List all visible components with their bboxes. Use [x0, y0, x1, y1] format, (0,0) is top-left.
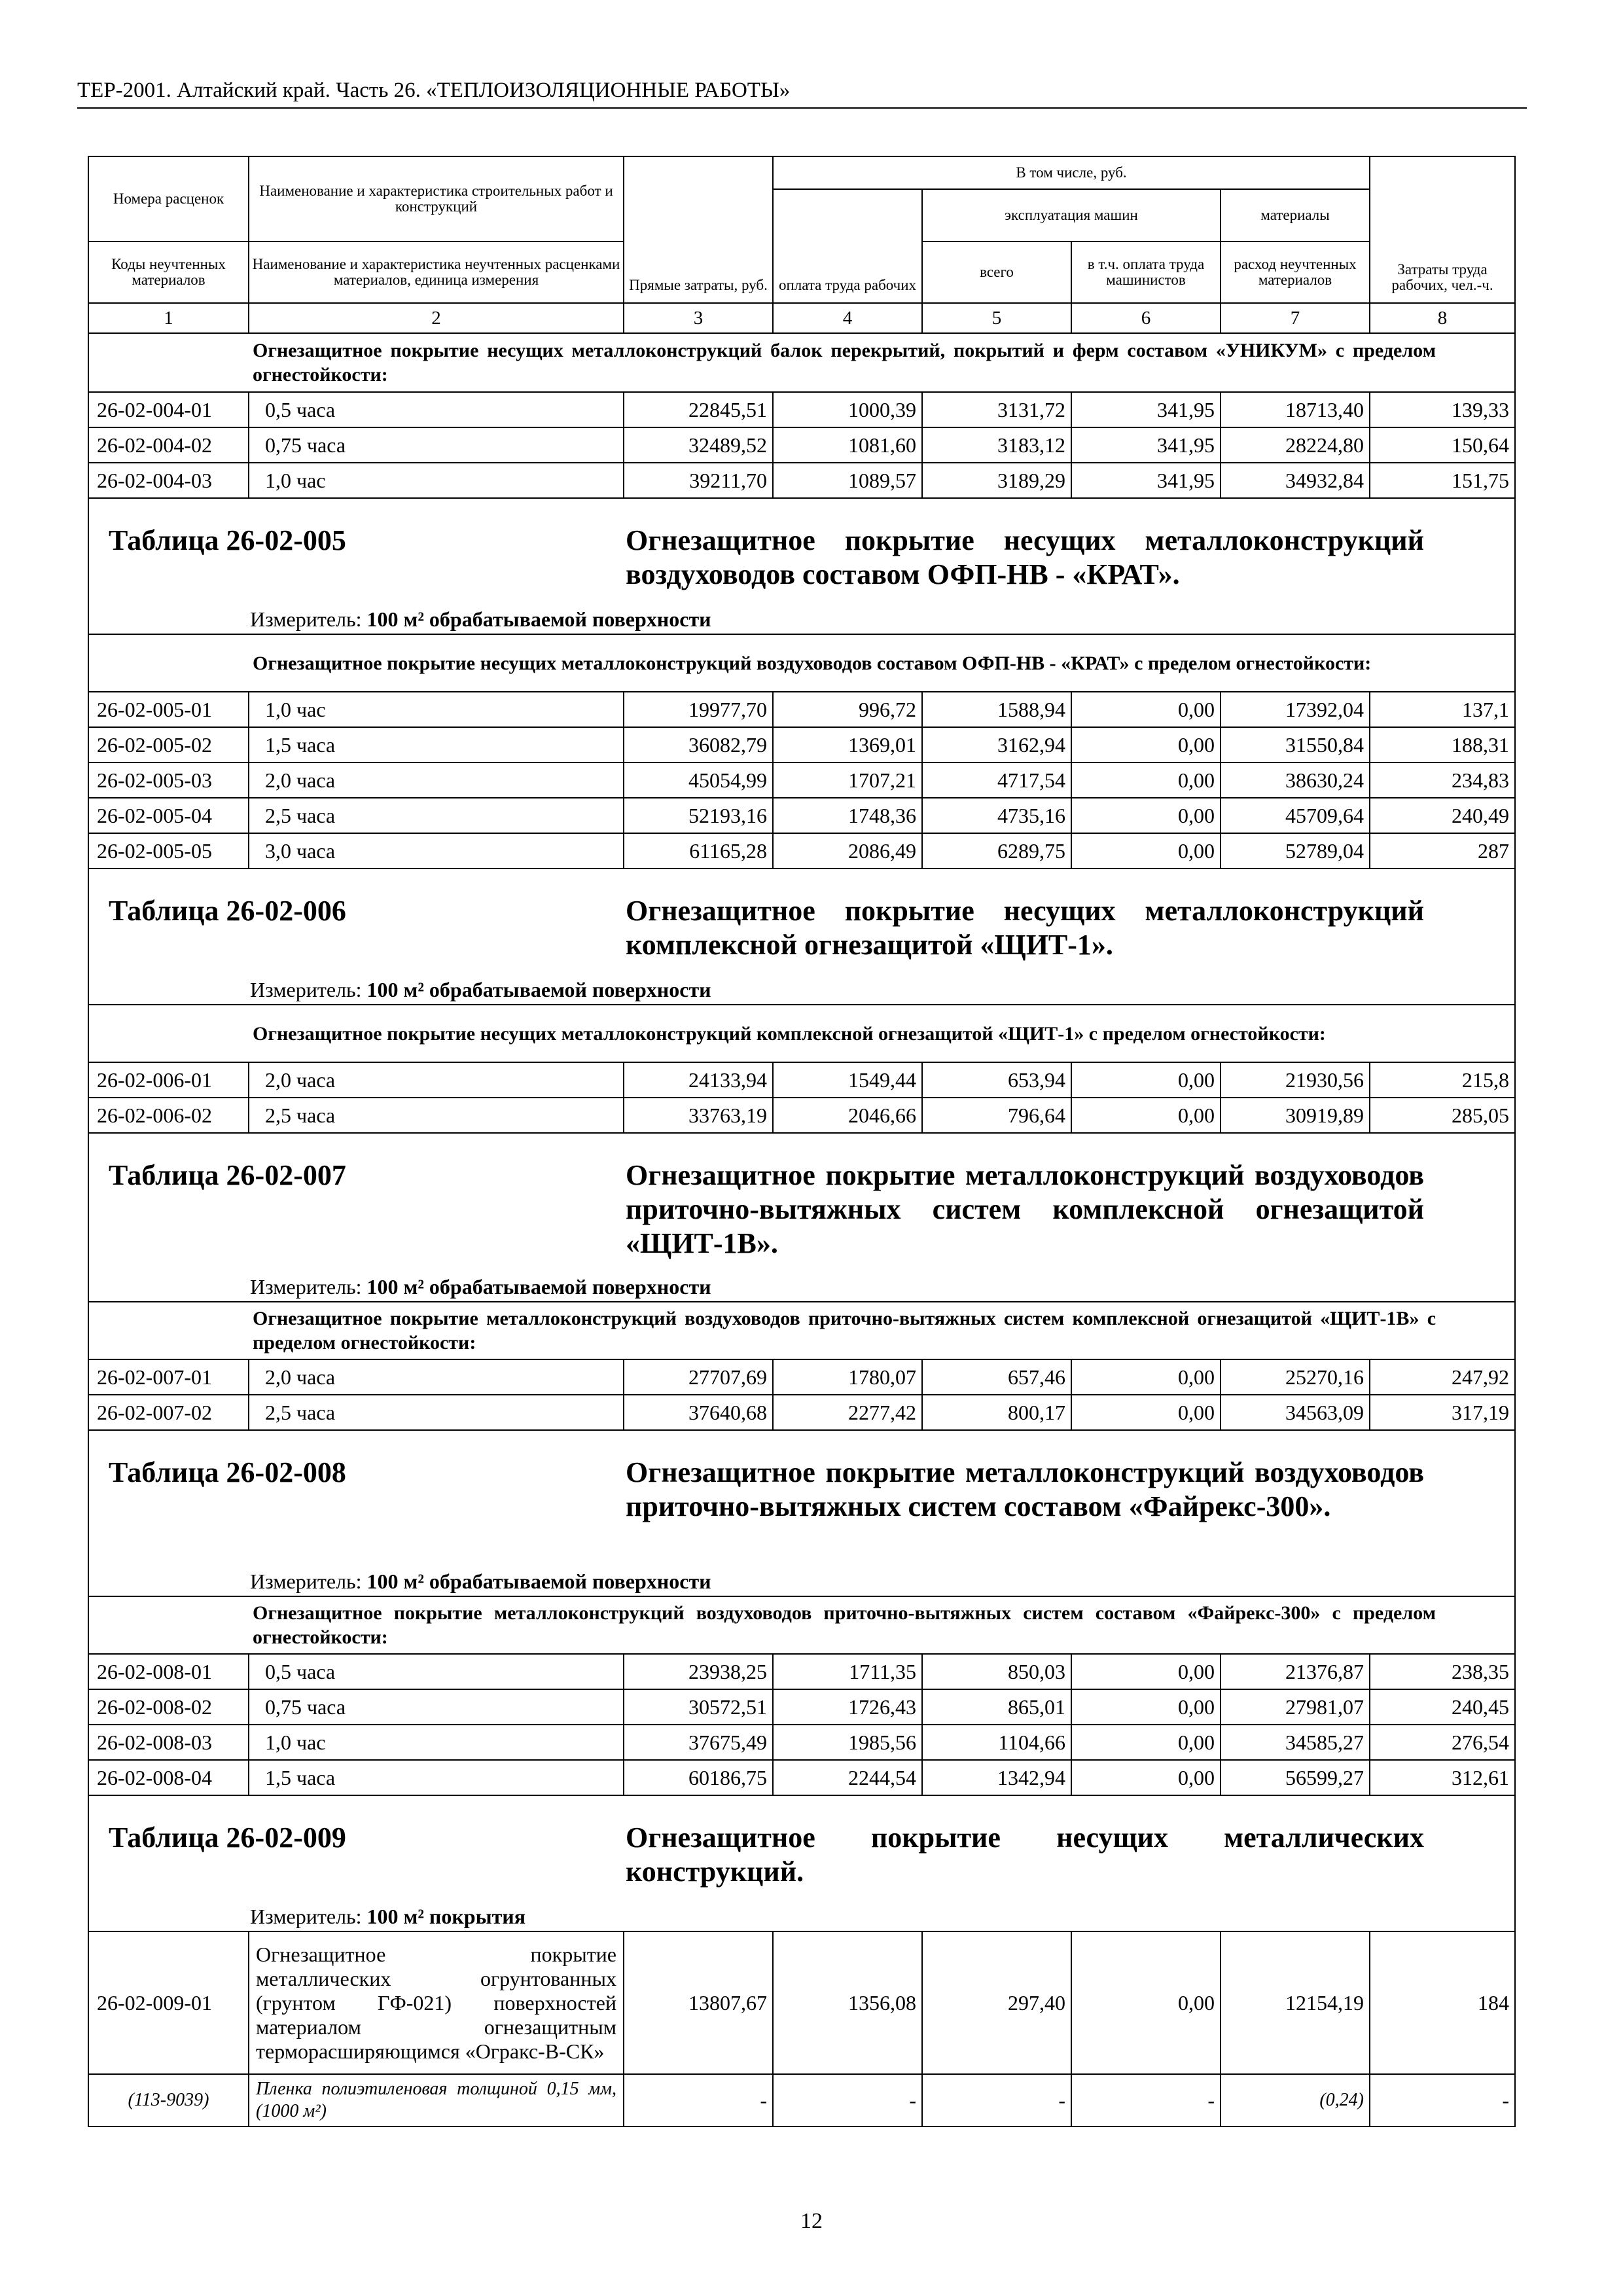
col-header-mat-name: Наименование и характеристика неучтенных расценками материалов, единица измерения — [249, 242, 624, 303]
machinists-pay: 341,95 — [1071, 427, 1221, 463]
col-number: 7 — [1221, 303, 1370, 333]
machines-total: 800,17 — [922, 1395, 1071, 1430]
labor-hours: - — [1370, 2074, 1515, 2126]
rate-name: 0,5 часа — [249, 1654, 624, 1689]
labor-pay: 1081,60 — [773, 427, 922, 463]
col-header-unaccounted: расход неучтенных материалов — [1221, 242, 1370, 303]
labor-hours: 234,83 — [1370, 762, 1515, 798]
labor-pay: 1356,08 — [773, 1931, 922, 2074]
group-heading: Огнезащитное покрытие металлоконструкций воздуховодов приточно-вытяжных систем комплексной огнезащитой «ЩИТ-1В» с пределом огнестойкости: — [249, 1302, 1515, 1359]
col-header-materials: материалы — [1221, 189, 1370, 242]
labor-pay: 996,72 — [773, 692, 922, 727]
col-header-direct: Прямые затраты, руб. — [624, 156, 773, 303]
machinists-pay: 0,00 — [1071, 762, 1221, 798]
labor-pay: 1748,36 — [773, 798, 922, 833]
direct-cost: 61165,28 — [624, 833, 773, 869]
col-number: 4 — [773, 303, 922, 333]
group-heading: Огнезащитное покрытие несущих металлоконструкций балок перекрытий, покрытий и ферм составом «УНИКУМ» с пределом огнестойкости: — [249, 333, 1515, 392]
materials-cost: 25270,16 — [1221, 1359, 1370, 1395]
labor-pay: 2046,66 — [773, 1098, 922, 1133]
direct-cost: 32489,52 — [624, 427, 773, 463]
materials-cost: 28224,80 — [1221, 427, 1370, 463]
rate-code: 26-02-008-04 — [88, 1760, 249, 1795]
rate-code: 26-02-004-03 — [88, 463, 249, 498]
machines-total: 657,46 — [922, 1359, 1071, 1395]
machinists-pay: 0,00 — [1071, 833, 1221, 869]
col-header-rates-no: Номера расценок — [88, 156, 249, 242]
materials-cost: 31550,84 — [1221, 727, 1370, 762]
machinists-pay: 0,00 — [1071, 1725, 1221, 1760]
running-header: ТЕР-2001. Алтайский край. Часть 26. «ТЕПЛОИЗОЛЯЦИОННЫЕ РАБОТЫ» — [77, 79, 1527, 109]
machinists-pay: 0,00 — [1071, 798, 1221, 833]
measure-label: Измеритель: — [250, 1905, 362, 1928]
machines-total: 653,94 — [922, 1062, 1071, 1098]
rate-name: Огнезащитное покрытие металлических огрунтованных (грунтом ГФ-021) поверхностей материалом огнезащитным терморасширяющимся «Огракс-В-СК» — [249, 1931, 624, 2074]
table-title: Огнезащитное покрытие несущих металлоконструкций воздуховодов составом ОФП-НВ - «КРАТ». — [626, 524, 1424, 590]
rate-code: 26-02-004-01 — [88, 392, 249, 427]
direct-cost: - — [624, 2074, 773, 2126]
labor-pay: 1369,01 — [773, 727, 922, 762]
rate-code: 26-02-006-02 — [88, 1098, 249, 1133]
rate-code: 26-02-008-02 — [88, 1689, 249, 1725]
materials-cost: 56599,27 — [1221, 1760, 1370, 1795]
machines-total: - — [922, 2074, 1071, 2126]
labor-hours: 215,8 — [1370, 1062, 1515, 1098]
labor-pay: 2277,42 — [773, 1395, 922, 1430]
labor-pay: - — [773, 2074, 922, 2126]
machines-total: 3162,94 — [922, 727, 1071, 762]
col-header-machines: эксплуатация машин — [922, 189, 1221, 242]
machinists-pay: 0,00 — [1071, 1098, 1221, 1133]
group-heading: Огнезащитное покрытие металлоконструкций воздуховодов приточно-вытяжных систем составом «Файрекс-300» с пределом огнестойкости: — [249, 1596, 1515, 1654]
materials-cost: 45709,64 — [1221, 798, 1370, 833]
group-heading: Огнезащитное покрытие несущих металлоконструкций комплексной огнезащитой «ЩИТ-1» с пределом огнестойкости: — [249, 1005, 1515, 1062]
rate-name: 1,0 час — [249, 692, 624, 727]
labor-hours: 151,75 — [1370, 463, 1515, 498]
machines-total: 865,01 — [922, 1689, 1071, 1725]
labor-pay: 2244,54 — [773, 1760, 922, 1795]
material-quantity: (0,24) — [1221, 2074, 1370, 2126]
machines-total: 1588,94 — [922, 692, 1071, 727]
measure-value: 100 м² обрабатываемой поверхности — [366, 1275, 711, 1299]
rate-name: 0,75 часа — [249, 427, 624, 463]
rate-code: 26-02-008-03 — [88, 1725, 249, 1760]
rate-code: 26-02-007-02 — [88, 1395, 249, 1430]
rate-name: 2,0 часа — [249, 1359, 624, 1395]
machines-total: 297,40 — [922, 1931, 1071, 2074]
machines-total: 3131,72 — [922, 392, 1071, 427]
page-number: 12 — [800, 2209, 823, 2233]
machines-total: 3189,29 — [922, 463, 1071, 498]
rate-name: 1,5 часа — [249, 1760, 624, 1795]
machinists-pay: 0,00 — [1071, 1654, 1221, 1689]
measure-line — [250, 1905, 526, 1928]
labor-hours: 139,33 — [1370, 392, 1515, 427]
col-number: 6 — [1071, 303, 1221, 333]
direct-cost: 37675,49 — [624, 1725, 773, 1760]
labor-pay: 1726,43 — [773, 1689, 922, 1725]
table-title: Огнезащитное покрытие несущих металлических конструкций. — [626, 1821, 1424, 1888]
col-header-including: В том числе, руб. — [773, 156, 1370, 189]
machinists-pay: 0,00 — [1071, 1359, 1221, 1395]
measure-value: 100 м² покрытия — [366, 1905, 526, 1928]
machines-total: 3183,12 — [922, 427, 1071, 463]
table-section-006 — [88, 869, 1515, 1005]
labor-hours: 240,45 — [1370, 1689, 1515, 1725]
labor-pay: 1780,07 — [773, 1359, 922, 1395]
measure-value: 100 м² обрабатываемой поверхности — [366, 607, 711, 631]
machines-total: 1342,94 — [922, 1760, 1071, 1795]
group-spacer — [88, 634, 249, 692]
table-name: Таблица 26-02-009 — [109, 1821, 346, 1854]
table-name: Таблица 26-02-007 — [109, 1159, 346, 1191]
col-header-labor-costs: Затраты труда рабочих, чел.-ч. — [1370, 156, 1515, 303]
direct-cost: 19977,70 — [624, 692, 773, 727]
materials-cost: 30919,89 — [1221, 1098, 1370, 1133]
direct-cost: 36082,79 — [624, 727, 773, 762]
machines-total: 850,03 — [922, 1654, 1071, 1689]
labor-pay: 1089,57 — [773, 463, 922, 498]
materials-cost: 12154,19 — [1221, 1931, 1370, 2074]
col-number: 1 — [88, 303, 249, 333]
direct-cost: 30572,51 — [624, 1689, 773, 1725]
materials-cost: 34563,09 — [1221, 1395, 1370, 1430]
table-section-009 — [88, 1795, 1515, 1931]
measure-line — [250, 1275, 711, 1299]
machinists-pay: 0,00 — [1071, 727, 1221, 762]
rate-name: 2,5 часа — [249, 1395, 624, 1430]
measure-value: 100 м² обрабатываемой поверхности — [366, 1570, 711, 1593]
table-title: Огнезащитное покрытие металлоконструкций воздуховодов приточно-вытяжных систем комплексной огнезащитой «ЩИТ-1В». — [626, 1159, 1424, 1259]
rate-code: 26-02-006-01 — [88, 1062, 249, 1098]
machinists-pay: 341,95 — [1071, 392, 1221, 427]
machinists-pay: - — [1071, 2074, 1221, 2126]
table-name: Таблица 26-02-005 — [109, 524, 346, 556]
machinists-pay: 0,00 — [1071, 1931, 1221, 2074]
machines-total: 796,64 — [922, 1098, 1071, 1133]
group-spacer — [88, 1005, 249, 1062]
labor-hours: 240,49 — [1370, 798, 1515, 833]
machinists-pay: 0,00 — [1071, 1395, 1221, 1430]
measure-label: Измеритель: — [250, 978, 362, 1001]
measure-label: Измеритель: — [250, 1570, 362, 1593]
labor-hours: 287 — [1370, 833, 1515, 869]
labor-hours: 238,35 — [1370, 1654, 1515, 1689]
labor-hours: 247,92 — [1370, 1359, 1515, 1395]
machinists-pay: 0,00 — [1071, 1062, 1221, 1098]
labor-hours: 285,05 — [1370, 1098, 1515, 1133]
table-section-005 — [88, 498, 1515, 634]
labor-hours: 137,1 — [1370, 692, 1515, 727]
measure-value: 100 м² обрабатываемой поверхности — [366, 978, 711, 1001]
labor-pay: 2086,49 — [773, 833, 922, 869]
labor-hours: 276,54 — [1370, 1725, 1515, 1760]
direct-cost: 24133,94 — [624, 1062, 773, 1098]
labor-hours: 188,31 — [1370, 727, 1515, 762]
rate-code: 26-02-008-01 — [88, 1654, 249, 1689]
col-header-work-name: Наименование и характеристика строительных работ и конструкций — [249, 156, 624, 242]
rate-name: 2,0 часа — [249, 762, 624, 798]
rate-name: 1,0 час — [249, 1725, 624, 1760]
direct-cost: 45054,99 — [624, 762, 773, 798]
labor-hours: 150,64 — [1370, 427, 1515, 463]
rate-name: 3,0 часа — [249, 833, 624, 869]
rate-code: 26-02-005-04 — [88, 798, 249, 833]
col-number: 2 — [249, 303, 624, 333]
group-spacer — [88, 333, 249, 392]
measure-label: Измеритель: — [250, 607, 362, 631]
labor-pay: 1000,39 — [773, 392, 922, 427]
rate-code: 26-02-007-01 — [88, 1359, 249, 1395]
rate-name: 2,5 часа — [249, 798, 624, 833]
rate-name: 2,0 часа — [249, 1062, 624, 1098]
group-spacer — [88, 1596, 249, 1654]
rate-name: 1,0 час — [249, 463, 624, 498]
labor-pay: 1549,44 — [773, 1062, 922, 1098]
col-header-incl-machinists: в т.ч. оплата труда машинистов — [1071, 242, 1221, 303]
group-heading: Огнезащитное покрытие несущих металлоконструкций воздуховодов составом ОФП-НВ - «КРАТ» с пределом огнестойкости: — [249, 634, 1515, 692]
measure-line — [250, 978, 711, 1001]
materials-cost: 17392,04 — [1221, 692, 1370, 727]
direct-cost: 27707,69 — [624, 1359, 773, 1395]
table-title: Огнезащитное покрытие несущих металлоконструкций комплексной огнезащитой «ЩИТ-1». — [626, 895, 1424, 961]
col-number: 3 — [624, 303, 773, 333]
labor-hours: 184 — [1370, 1931, 1515, 2074]
table-section-007 — [88, 1133, 1515, 1302]
col-header-total: всего — [922, 242, 1071, 303]
measure-line — [250, 607, 711, 631]
labor-pay: 1707,21 — [773, 762, 922, 798]
rate-code: 26-02-004-02 — [88, 427, 249, 463]
machinists-pay: 0,00 — [1071, 692, 1221, 727]
materials-cost: 21376,87 — [1221, 1654, 1370, 1689]
material-name: Пленка полиэтиленовая толщиной 0,15 мм, (1000 м²) — [249, 2074, 624, 2126]
group-spacer — [88, 1302, 249, 1359]
labor-pay: 1985,56 — [773, 1725, 922, 1760]
rate-name: 1,5 часа — [249, 727, 624, 762]
materials-cost: 34932,84 — [1221, 463, 1370, 498]
table-section-008 — [88, 1430, 1515, 1596]
table-title: Огнезащитное покрытие металлоконструкций воздуховодов приточно-вытяжных систем составом «Файрекс-300». — [626, 1456, 1424, 1522]
machinists-pay: 341,95 — [1071, 463, 1221, 498]
rate-name: 0,5 часа — [249, 392, 624, 427]
direct-cost: 39211,70 — [624, 463, 773, 498]
direct-cost: 13807,67 — [624, 1931, 773, 2074]
direct-cost: 37640,68 — [624, 1395, 773, 1430]
rate-code: 26-02-005-05 — [88, 833, 249, 869]
labor-hours: 317,19 — [1370, 1395, 1515, 1430]
table-name: Таблица 26-02-006 — [109, 895, 346, 927]
rate-name: 0,75 часа — [249, 1689, 624, 1725]
labor-hours: 312,61 — [1370, 1760, 1515, 1795]
direct-cost: 22845,51 — [624, 392, 773, 427]
rate-code: 26-02-005-01 — [88, 692, 249, 727]
machinists-pay: 0,00 — [1071, 1689, 1221, 1725]
direct-cost: 33763,19 — [624, 1098, 773, 1133]
materials-cost: 27981,07 — [1221, 1689, 1370, 1725]
rate-name: 2,5 часа — [249, 1098, 624, 1133]
machines-total: 4735,16 — [922, 798, 1071, 833]
rate-code: 26-02-005-03 — [88, 762, 249, 798]
material-code: (113-9039) — [88, 2074, 249, 2126]
col-number: 8 — [1370, 303, 1515, 333]
direct-cost: 60186,75 — [624, 1760, 773, 1795]
machines-total: 1104,66 — [922, 1725, 1071, 1760]
materials-cost: 52789,04 — [1221, 833, 1370, 869]
machines-total: 6289,75 — [922, 833, 1071, 869]
measure-line — [250, 1570, 711, 1593]
measure-label: Измеритель: — [250, 1275, 362, 1299]
col-header-labor: оплата труда рабочих — [773, 189, 922, 303]
col-number: 5 — [922, 303, 1071, 333]
rate-code: 26-02-009-01 — [88, 1931, 249, 2074]
col-header-mat-codes: Коды неучтенных материалов — [88, 242, 249, 303]
machines-total: 4717,54 — [922, 762, 1071, 798]
materials-cost: 21930,56 — [1221, 1062, 1370, 1098]
materials-cost: 34585,27 — [1221, 1725, 1370, 1760]
materials-cost: 18713,40 — [1221, 392, 1370, 427]
table-name: Таблица 26-02-008 — [109, 1456, 346, 1488]
direct-cost: 52193,16 — [624, 798, 773, 833]
machinists-pay: 0,00 — [1071, 1760, 1221, 1795]
direct-cost: 23938,25 — [624, 1654, 773, 1689]
labor-pay: 1711,35 — [773, 1654, 922, 1689]
materials-cost: 38630,24 — [1221, 762, 1370, 798]
rate-code: 26-02-005-02 — [88, 727, 249, 762]
rates-table — [88, 156, 1516, 2127]
